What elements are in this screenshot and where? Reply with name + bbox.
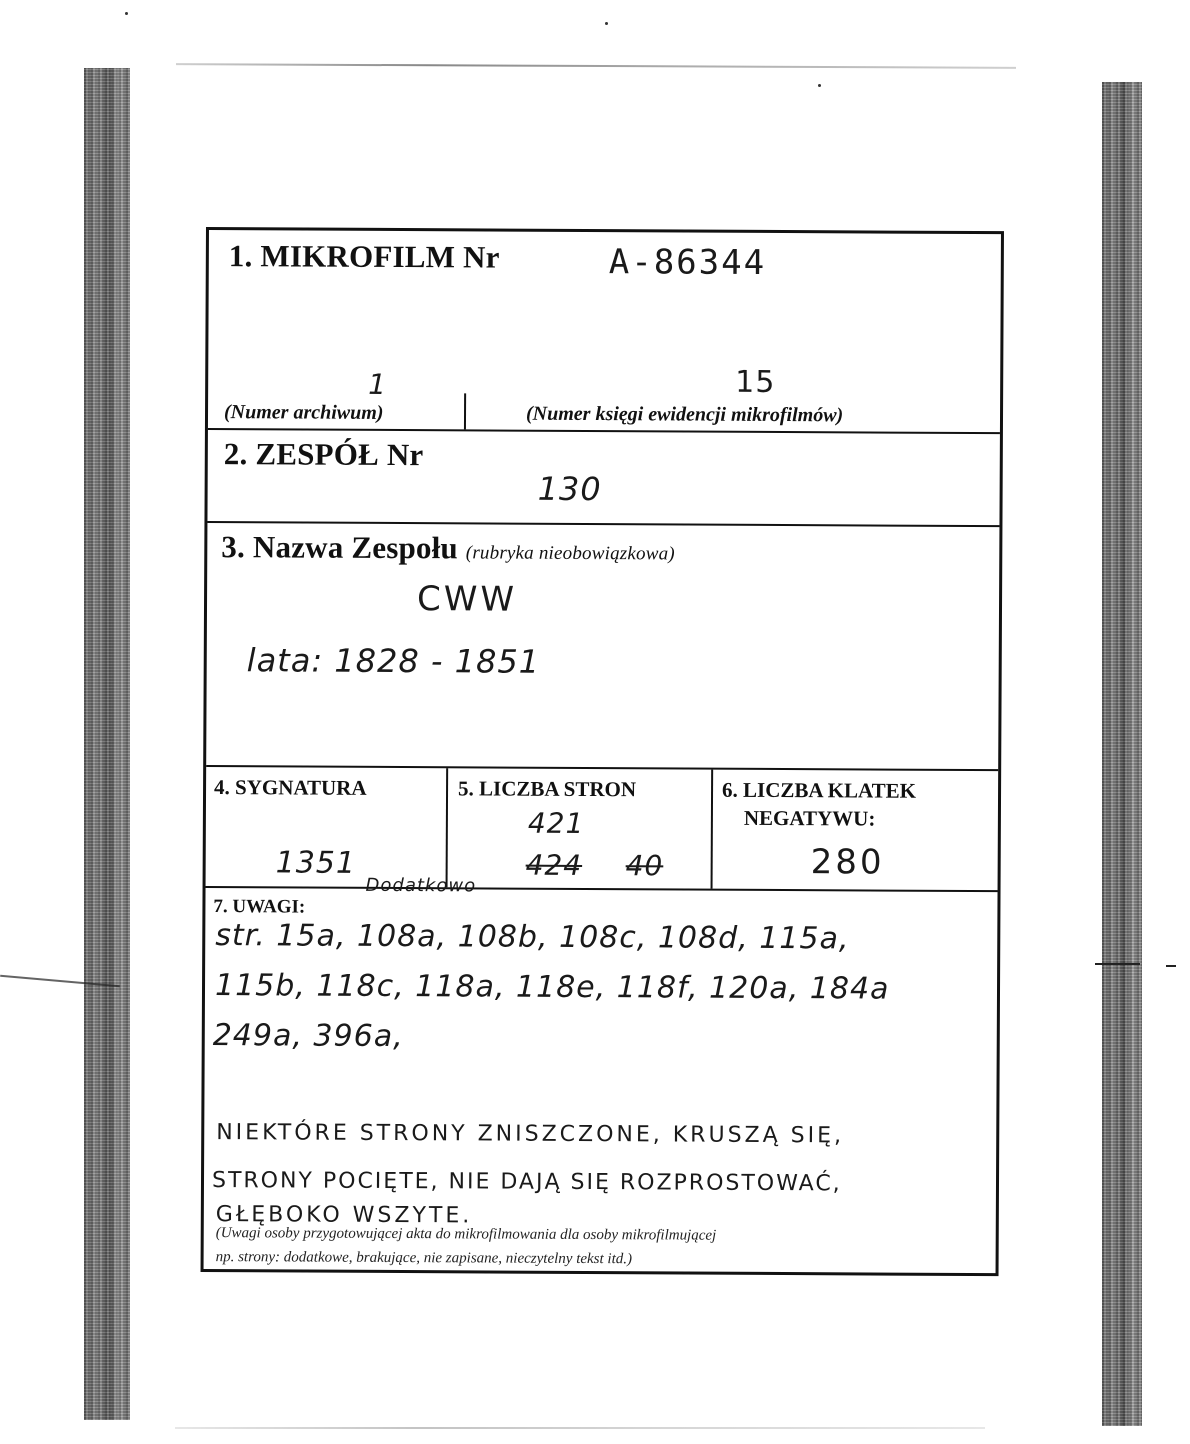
scan-line-top	[176, 63, 1016, 69]
fonds-number-value: 130	[537, 469, 602, 509]
margin-dash-right	[1166, 965, 1176, 967]
page-count-value: 421	[527, 806, 585, 840]
remarks-line-1: str. 15a, 108a, 108b, 108c, 108d, 115a,	[215, 918, 850, 957]
section-microfilm-number	[208, 230, 1001, 434]
signature-label: 4. SYGNATURA	[214, 775, 367, 800]
archive-number-caption: (Numer archiwum)	[223, 401, 384, 424]
divider-4-5	[446, 768, 449, 887]
fonds-name-label	[221, 529, 675, 567]
speck	[125, 12, 128, 15]
section-fonds-name	[206, 523, 999, 771]
remarks-line-5: STRONY POCIĘTE, NIE DAJĄ SIĘ ROZPROSTOWAĆ,	[211, 1168, 842, 1197]
microfilm-form	[201, 227, 1004, 1276]
remarks-line-4: NIEKTÓRE STRONY ZNISZCZONE, KRUSZĄ SIĘ,	[216, 1120, 845, 1149]
fonds-name-label-text: 3. Nazwa Zespołu	[221, 529, 458, 566]
remarks-instructions-line-1: (Uwagi osoby przygotowującej akta do mikrofilmowania dla osoby mikrofilmującej	[215, 1225, 717, 1244]
film-edge-left	[84, 68, 130, 1420]
section-remarks	[204, 874, 998, 1276]
archive-number-value: 1	[368, 367, 388, 401]
remarks-line-3: 249a, 396a,	[212, 1018, 404, 1055]
fonds-years-value: lata: 1828 - 1851	[246, 641, 541, 681]
divider-5-6	[711, 770, 714, 889]
fonds-name-value: CWW	[416, 579, 518, 620]
section-signature-pages-frames	[206, 767, 999, 892]
microfilm-number-label: 1. MIKROFILM Nr	[228, 238, 500, 275]
ledger-number-value: 15	[735, 364, 776, 400]
margin-mark-right	[1095, 963, 1140, 965]
negative-frames-value: 280	[810, 842, 885, 883]
speck	[605, 22, 608, 25]
negative-frames-label: 6. LICZBA KLATEK	[721, 777, 917, 803]
negative-frames-label-line2: NEGATYWU:	[743, 805, 876, 831]
microfilm-number-value: A-86344	[608, 242, 767, 283]
remarks-label: 7. UWAGI:	[213, 896, 306, 918]
remarks-line-6: GŁĘBOKO WSZYTE.	[215, 1202, 473, 1229]
caption-divider	[464, 393, 466, 429]
page-count-struck-value: 424	[525, 848, 583, 882]
ledger-number-caption: (Numer księgi ewidencji mikrofilmów)	[525, 402, 844, 427]
page-count-label: 5. LICZBA STRON	[458, 776, 637, 802]
speck	[818, 84, 821, 87]
remarks-added-note: Dodatkowo	[365, 874, 477, 897]
fonds-name-optional-note: (rubryka nieobowiązkowa)	[465, 542, 675, 565]
remarks-instructions-line-2: np. strony: dodatkowe, brakujące, nie zapisane, nieczytelny tekst itd.)	[215, 1249, 633, 1268]
fonds-number-label: 2. ZESPÓŁ Nr	[223, 436, 424, 473]
signature-value: 1351	[275, 845, 357, 881]
remarks-line-2: 115b, 118c, 118a, 118e, 118f, 120a, 184a	[214, 968, 890, 1007]
film-edge-right	[1102, 82, 1142, 1426]
page-count-struck-value: 40	[625, 849, 664, 883]
section-fonds-number	[207, 430, 999, 527]
scan-line-bottom	[175, 1427, 985, 1429]
